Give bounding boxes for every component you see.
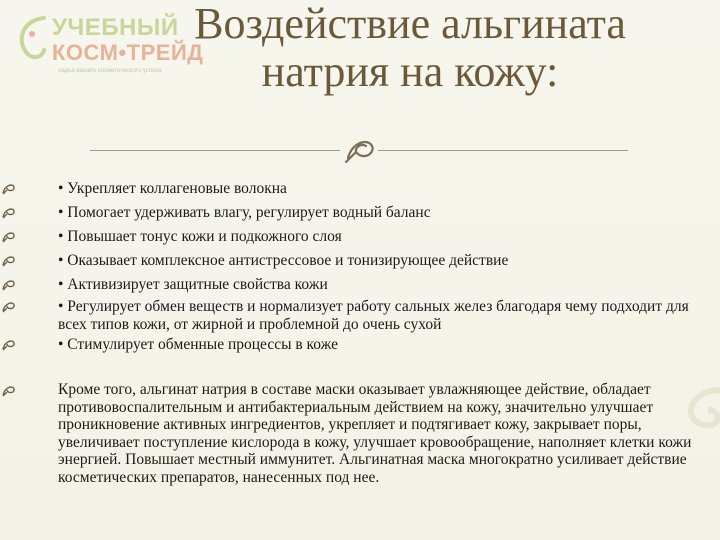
logo-swirl-icon bbox=[12, 12, 52, 66]
curl-bullet-icon bbox=[2, 384, 16, 397]
title-line-2: натрия на кожу: bbox=[261, 47, 559, 96]
list-item-text: • Активизирует защитные свойства кожи bbox=[58, 276, 328, 293]
curl-bullet-icon bbox=[2, 338, 16, 351]
divider-ornament-icon bbox=[342, 132, 378, 166]
slide-title bbox=[100, 0, 720, 96]
curl-bullet-icon bbox=[2, 230, 16, 243]
list-item-text: • Стимулирует обменные процессы в коже bbox=[58, 336, 339, 353]
title-divider-right bbox=[378, 150, 628, 151]
list-item-text: • Повышает тонус кожи и подкожного слоя bbox=[58, 228, 342, 245]
list-item-text: • Помогает удерживать влагу, регулирует водный баланс bbox=[58, 204, 431, 221]
curl-bullet-icon bbox=[2, 206, 16, 219]
list-item-text: • Оказывает комплексное антистрессовое и тонизирующее действие bbox=[58, 252, 509, 269]
curl-bullet-icon bbox=[2, 254, 16, 267]
curl-bullet-icon bbox=[2, 182, 16, 195]
summary-paragraph: Кроме того, альгинат натрия в составе маски оказывает увлажняющее действие, обладает противовоспалительным и антибактериальным действием на кожу, значительно улучшает проникновение активных ингредиентов, укрепляет и подтягивает кожу, закрывает поры, увеличивает поступление кислорода в кожу, улучшает кровообращение, наполняет клетки кожи энергией. Повышает местный иммунитет. Альгинатная маска многократно усиливает действие косметических препаратов, нанесенных под нее. bbox=[58, 381, 692, 486]
list-item-text: • Регулирует обмен веществ и нормализует работу сальных желез благодаря чему подходит для всех типов кожи, от жирной и проблемной до очень сухой bbox=[58, 298, 689, 333]
logo-word-primary: УЧЕБНЫЙ bbox=[52, 14, 179, 41]
list-item-text: • Укрепляет коллагеновые волокна bbox=[58, 180, 287, 197]
logo-tagline: ладья вашего косметического успеха bbox=[58, 68, 162, 74]
curl-bullet-icon bbox=[2, 278, 16, 291]
logo-word-secondary: КОСМ•ТРЕЙД bbox=[52, 40, 204, 65]
curl-bullet-icon bbox=[2, 300, 16, 313]
title-divider-left bbox=[90, 150, 340, 151]
title-line-1: Воздействие альгината bbox=[194, 0, 626, 48]
